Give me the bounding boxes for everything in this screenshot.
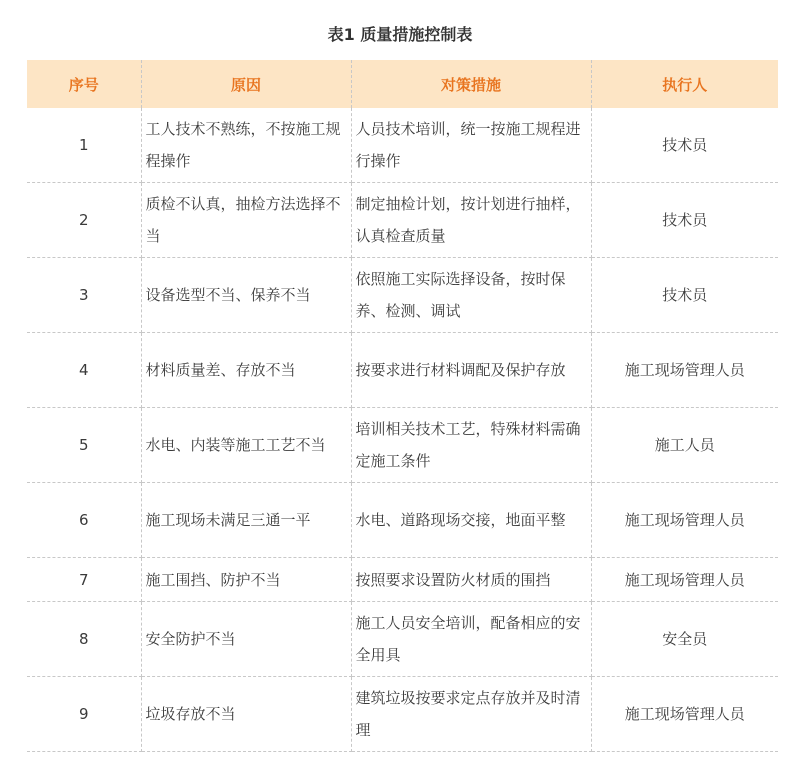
row-cause: 材料质量差、存放不当 xyxy=(141,333,351,408)
row-countermeasure: 按照要求设置防火材质的围挡 xyxy=(351,558,591,602)
quality-measures-table xyxy=(27,60,778,752)
row-executor: 技术员 xyxy=(591,108,778,183)
row-cause: 安全防护不当 xyxy=(141,602,351,677)
row-cause: 施工现场未满足三通一平 xyxy=(141,483,351,558)
row-cause: 质检不认真，抽检方法选择不当 xyxy=(141,183,351,258)
row-cause: 设备选型不当、保养不当 xyxy=(141,258,351,333)
row-executor: 技术员 xyxy=(591,258,778,333)
table-row xyxy=(27,183,778,258)
table-row xyxy=(27,258,778,333)
row-cause: 工人技术不熟练，不按施工规程操作 xyxy=(141,108,351,183)
row-number: 9 xyxy=(27,677,141,752)
header-executor: 执行人 xyxy=(591,60,778,108)
row-countermeasure: 施工人员安全培训，配备相应的安全用具 xyxy=(351,602,591,677)
row-number: 3 xyxy=(27,258,141,333)
row-executor: 安全员 xyxy=(591,602,778,677)
table-caption: 表1 质量措施控制表 xyxy=(327,25,473,44)
row-cause: 水电、内装等施工工艺不当 xyxy=(141,408,351,483)
row-executor: 施工现场管理人员 xyxy=(591,558,778,602)
table-row xyxy=(27,558,778,602)
row-number: 1 xyxy=(27,108,141,183)
row-countermeasure: 建筑垃圾按要求定点存放并及时清理 xyxy=(351,677,591,752)
row-number: 4 xyxy=(27,333,141,408)
row-countermeasure: 人员技术培训，统一按施工规程进行操作 xyxy=(351,108,591,183)
header-cause: 原因 xyxy=(141,60,351,108)
row-executor: 施工现场管理人员 xyxy=(591,483,778,558)
row-number: 7 xyxy=(27,558,141,602)
table-row xyxy=(27,333,778,408)
row-countermeasure: 按要求进行材料调配及保护存放 xyxy=(351,333,591,408)
table-row xyxy=(27,483,778,558)
row-cause: 垃圾存放不当 xyxy=(141,677,351,752)
row-number: 2 xyxy=(27,183,141,258)
table-row xyxy=(27,108,778,183)
row-countermeasure: 依照施工实际选择设备，按时保养、检测、调试 xyxy=(351,258,591,333)
header-countermeasure: 对策措施 xyxy=(351,60,591,108)
row-number: 6 xyxy=(27,483,141,558)
table-header-row xyxy=(27,60,778,108)
row-executor: 施工人员 xyxy=(591,408,778,483)
table-row xyxy=(27,602,778,677)
row-executor: 施工现场管理人员 xyxy=(591,333,778,408)
row-cause: 施工围挡、防护不当 xyxy=(141,558,351,602)
row-number: 5 xyxy=(27,408,141,483)
row-number: 8 xyxy=(27,602,141,677)
row-countermeasure: 培训相关技术工艺，特殊材料需确定施工条件 xyxy=(351,408,591,483)
row-executor: 施工现场管理人员 xyxy=(591,677,778,752)
table-row xyxy=(27,408,778,483)
header-serial-number: 序号 xyxy=(27,60,141,108)
row-countermeasure: 制定抽检计划，按计划进行抽样，认真检查质量 xyxy=(351,183,591,258)
table-row xyxy=(27,677,778,752)
row-countermeasure: 水电、道路现场交接，地面平整 xyxy=(351,483,591,558)
row-executor: 技术员 xyxy=(591,183,778,258)
